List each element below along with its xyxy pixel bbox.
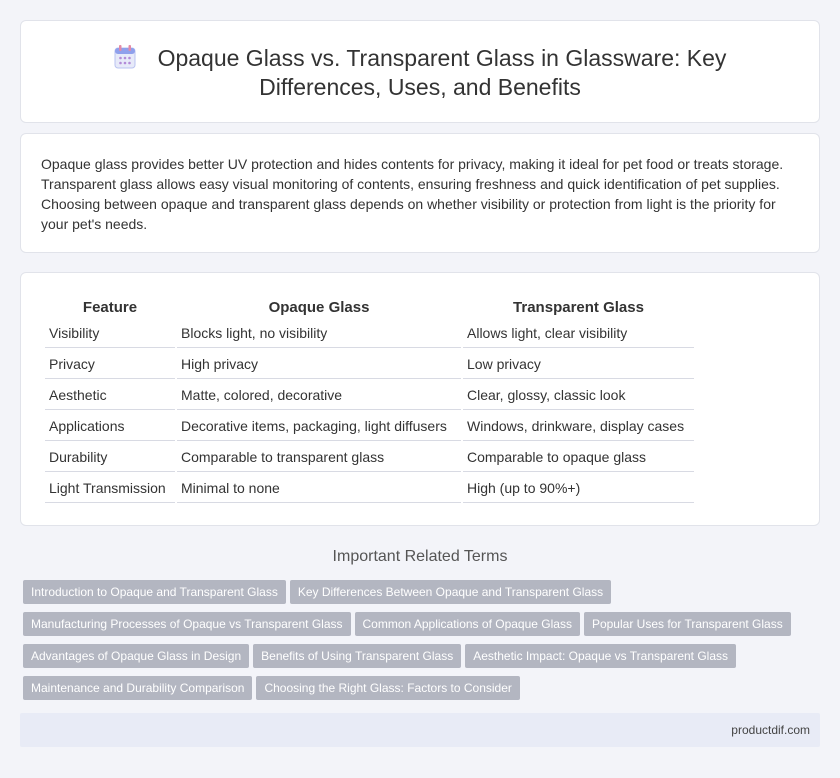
cell-opaque: Matte, colored, decorative: [177, 381, 461, 410]
cell-transparent: Low privacy: [463, 350, 694, 379]
table-row: [45, 350, 694, 379]
table-row: [45, 443, 694, 472]
comparison-table: [43, 293, 696, 505]
header-transparent: Transparent Glass: [513, 299, 644, 316]
title-line-2: Differences, Uses, and Benefits: [259, 74, 581, 100]
related-term-tag[interactable]: Maintenance and Durability Comparison: [23, 676, 252, 700]
cell-feature: Light Transmission: [45, 474, 175, 503]
table-row: [45, 474, 694, 503]
footer-site-link[interactable]: productdif.com: [731, 723, 810, 737]
title-line-1: Opaque Glass vs. Transparent Glass in Glassware: Key: [157, 45, 727, 71]
related-term-tag[interactable]: Introduction to Opaque and Transparent Glass: [23, 580, 286, 604]
cell-transparent: Windows, drinkware, display cases: [463, 412, 694, 441]
tag-row: [23, 676, 803, 708]
tag-row: [23, 580, 803, 612]
header-card: [20, 20, 820, 123]
cell-opaque: Blocks light, no visibility: [177, 319, 461, 348]
cell-opaque: Comparable to transparent glass: [177, 443, 461, 472]
related-term-tag[interactable]: Common Applications of Opaque Glass: [355, 612, 580, 636]
cell-feature: Durability: [45, 443, 175, 472]
footer-bar: [20, 713, 820, 747]
cell-transparent: Clear, glossy, classic look: [463, 381, 694, 410]
cell-feature: Aesthetic: [45, 381, 175, 410]
header-opaque: Opaque Glass: [268, 299, 370, 316]
table-row: [45, 381, 694, 410]
cell-feature: Visibility: [45, 319, 175, 348]
intro-card: [20, 133, 820, 253]
table-row: [45, 319, 694, 348]
cell-opaque: Decorative items, packaging, light diffusers: [177, 412, 461, 441]
related-term-tag[interactable]: Benefits of Using Transparent Glass: [253, 644, 461, 668]
cell-transparent: High (up to 90%+): [463, 474, 694, 503]
cell-feature: Privacy: [45, 350, 175, 379]
comparison-card: [20, 272, 820, 526]
related-term-tag[interactable]: Aesthetic Impact: Opaque vs Transparent Glass: [465, 644, 736, 668]
cell-opaque: High privacy: [177, 350, 461, 379]
page-title: [21, 44, 819, 102]
calendar-icon: [114, 45, 136, 69]
cell-opaque: Minimal to none: [177, 474, 461, 503]
related-term-tag[interactable]: Key Differences Between Opaque and Transparent Glass: [290, 580, 611, 604]
cell-transparent: Allows light, clear visibility: [463, 319, 694, 348]
related-term-tag[interactable]: Manufacturing Processes of Opaque vs Transparent Glass: [23, 612, 351, 636]
related-term-tag[interactable]: Choosing the Right Glass: Factors to Consider: [256, 676, 519, 700]
intro-paragraph: Opaque glass provides better UV protection and hides contents for privacy, making it ideal for pet food or treats storage. Transparent glass allows easy visual monitoring of contents, ensuring freshness and quick identification of pet supplies. Choosing between opaque and transparent glass depends on whether visibility or protection from light is the priority for your pet's needs.: [41, 156, 784, 232]
related-terms-title: Important Related Terms: [332, 548, 508, 565]
cell-feature: Applications: [45, 412, 175, 441]
tag-row: [23, 644, 803, 676]
tag-row: [23, 612, 803, 644]
related-term-tag[interactable]: Advantages of Opaque Glass in Design: [23, 644, 249, 668]
related-term-tag[interactable]: Popular Uses for Transparent Glass: [584, 612, 791, 636]
header-feature: Feature: [82, 299, 138, 316]
table-header-row: [45, 295, 694, 317]
related-terms-list: [23, 580, 803, 708]
table-row: [45, 412, 694, 441]
cell-transparent: Comparable to opaque glass: [463, 443, 694, 472]
